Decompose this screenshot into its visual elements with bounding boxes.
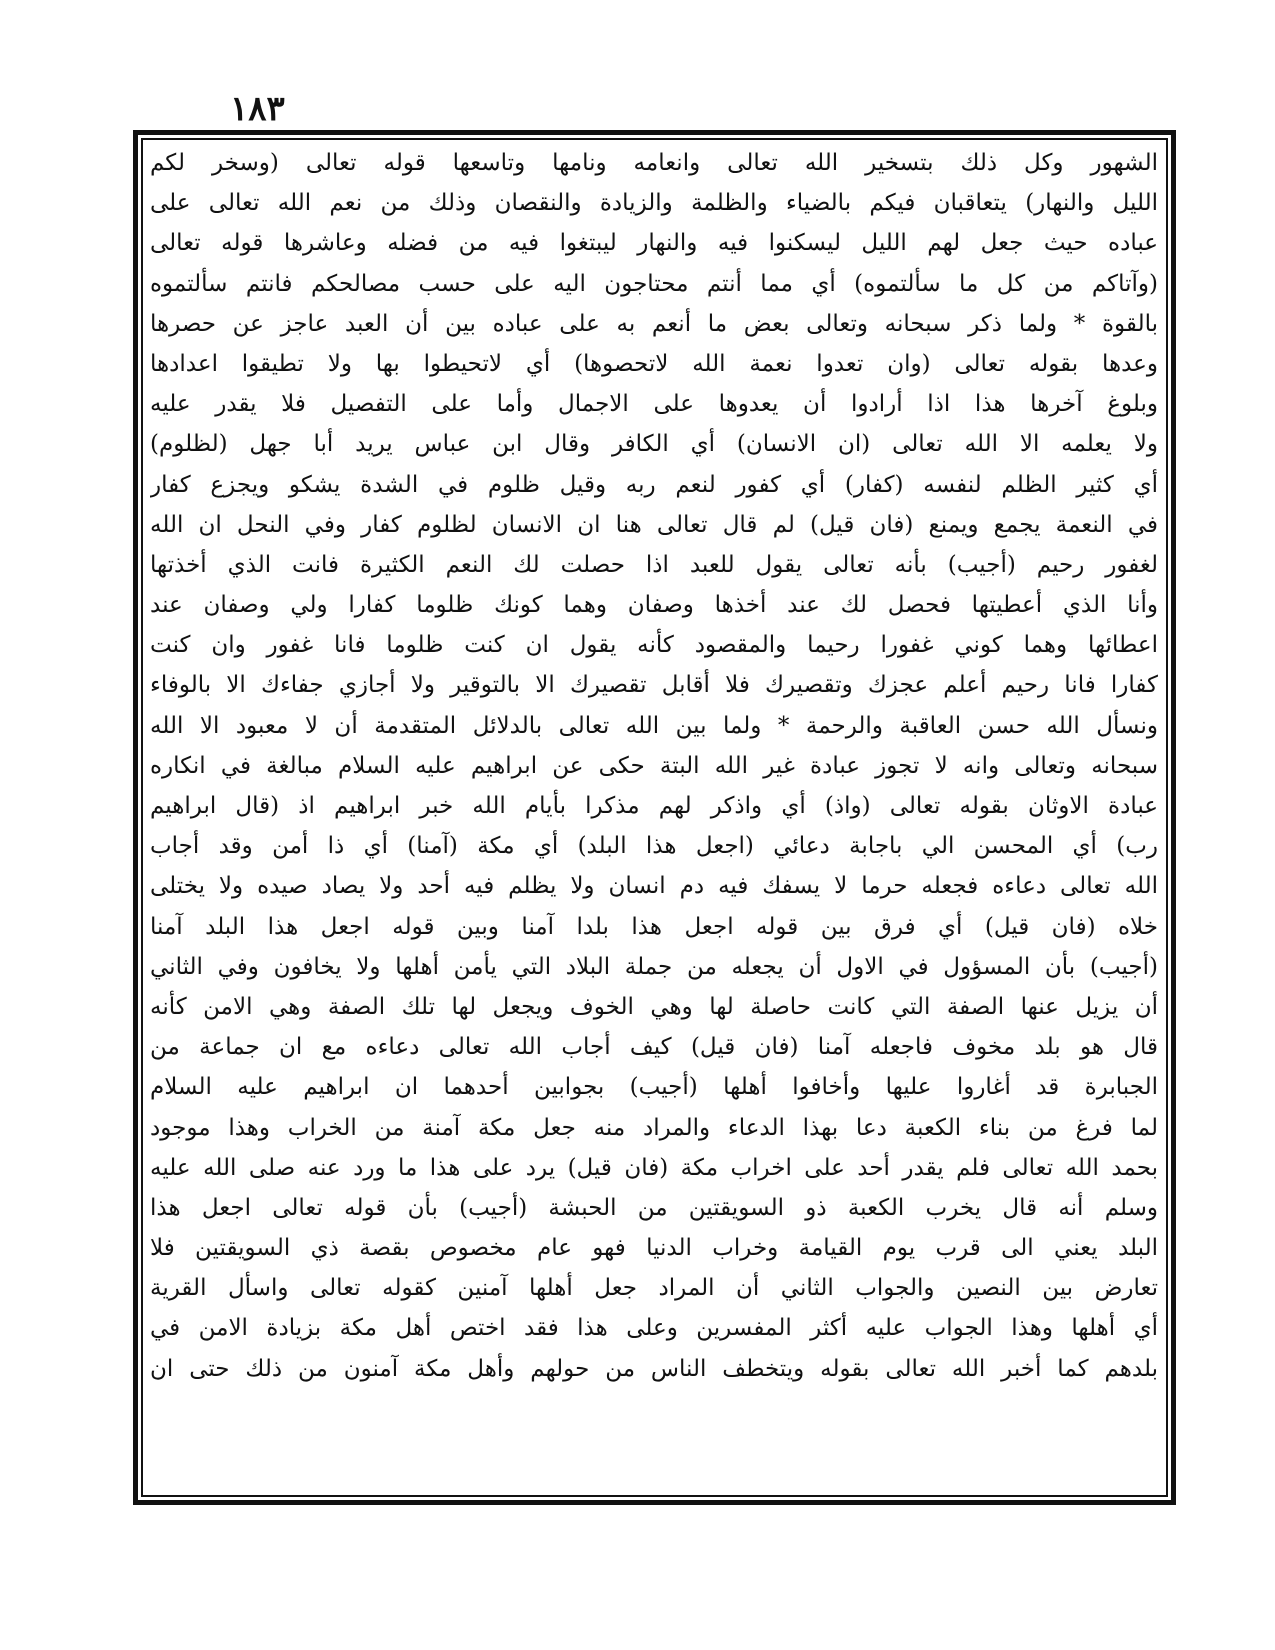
text-line: لغفور رحيم (أجيب) بأنه تعالى يقول للعبد اذا حصلت لك النعم الكثيرة فانت الذي أخذتها: [150, 551, 1158, 578]
text-line: الليل والنهار) يتعاقبان فيكم بالضياء والظلمة والزيادة والنقصان وذلك من نعم الله تعالى على: [150, 190, 1158, 217]
text-line: كفارا فانا رحيم أعلم عجزك وتقصيرك فلا أقابل تقصيرك الا بالتوقير ولا أجازي جفاءك الا بالوفاء: [150, 672, 1158, 699]
text-line: (وآتاكم من كل ما سألتموه) أي مما أنتم محتاجون اليه على حسب مصالحكم فانتم سألتموه: [150, 270, 1158, 297]
text-line: وسلم أنه قال يخرب الكعبة ذو السويقتين من الحبشة (أجيب) بأن قوله تعالى اجعل هذا: [150, 1194, 1158, 1221]
text-line: ولا يعلمه الا الله تعالى (ان الانسان) أي الكافر وقال ابن عباس يريد أبا جهل (لظلوم): [150, 431, 1158, 458]
text-line: وعدها بقوله تعالى (وان تعدوا نعمة الله لاتحصوها) أي لاتحيطوا بها ولا تطيقوا اعدادها: [150, 350, 1158, 377]
text-line: رب) أي المحسن الي باجابة دعائي (اجعل هذا البلد) أي مكة (آمنا) أي ذا أمن وقد أجاب: [150, 833, 1158, 860]
text-line: بالقوة * ولما ذكر سبحانه وتعالى بعض ما أنعم به على عباده بين أن العبد عاجز عن حصرها: [150, 310, 1158, 337]
text-line: وبلوغ آخرها هذا اذا أرادوا أن يعدوها على الاجمال وأما على التفصيل فلا يقدر عليه: [150, 391, 1158, 418]
text-line: في النعمة يجمع ويمنع (فان قيل) لم قال تعالى هنا ان الانسان لظلوم كفار وفي النحل ان الله: [150, 511, 1158, 538]
text-line: أي كثير الظلم لنفسه (كفار) أي كفور لنعم ربه وقيل ظلوم في الشدة يشكو ويجزع كفار: [150, 471, 1158, 498]
text-line: قال هو بلد مخوف فاجعله آمنا (فان قيل) كيف أجاب الله تعالى دعاءه مع ان جماعة من: [150, 1034, 1158, 1061]
text-line: خلاه (فان قيل) أي فرق بين قوله اجعل هذا بلدا آمنا وبين قوله اجعل هذا البلد آمنا: [150, 913, 1158, 940]
text-line: لما فرغ من بناء الكعبة دعا بهذا الدعاء والمراد منه جعل مكة آمنة من الخراب وهذا موجود: [150, 1114, 1158, 1141]
text-line: ونسأل الله حسن العاقبة والرحمة * ولما بين الله تعالى بالدلائل المتقدمة أن لا معبود الا الله: [150, 712, 1158, 739]
text-line: بحمد الله تعالى فلم يقدر أحد على اخراب مكة (فان قيل) يرد على هذا ما ورد عنه صلى الله عليه: [150, 1154, 1158, 1181]
text-body: [150, 143, 1158, 1493]
text-line: عبادة الاوثان بقوله تعالى (واذ) أي واذكر لهم مذكرا بأيام الله خبر ابراهيم اذ (قال ابراهيم: [150, 793, 1158, 819]
text-line: عباده حيث جعل لهم الليل ليسكنوا فيه والنهار ليبتغوا فيه من فضله وعاشرها قوله تعالى: [150, 230, 1158, 257]
text-line: (أجيب) بأن المسؤول في الاول أن يجعله من جملة البلاد التي يأمن أهلها ولا يخافون وفي الثاني: [150, 953, 1158, 980]
text-line: أن يزيل عنها الصفة التي كانت حاصلة لها وهي الخوف ويجعل لها تلك الصفة وهي الامن كأنه: [150, 993, 1158, 1020]
text-line: الله تعالى دعاءه فجعله حرما لا يسفك فيه دم انسان ولا يظلم فيه أحد ولا يصاد صيده ولا يختلى: [150, 873, 1158, 900]
text-line: البلد يعني الى قرب يوم القيامة وخراب الدنيا فهو عام مخصوص بقصة ذي السويقتين فلا: [150, 1235, 1158, 1262]
text-line: سبحانه وتعالى وانه لا تجوز عبادة غير الله البتة حكى عن ابراهيم عليه السلام مبالغة في انكاره: [150, 752, 1158, 779]
text-line: أي أهلها وهذا الجواب عليه أكثر المفسرين وعلى هذا فقد اختص أهل مكة بزيادة الامن في: [150, 1315, 1158, 1342]
text-line: الشهور وكل ذلك بتسخير الله تعالى وانعامه ونامها وتاسعها قوله تعالى (وسخر لكم: [150, 150, 1158, 176]
text-line: وأنا الذي أعطيتها فحصل لك عند أخذها وصفان وهما كونك ظلوما كفارا ولي وصفان عند: [150, 592, 1158, 619]
page-number: ١٨٣: [230, 89, 285, 129]
text-line: بلدهم كما أخبر الله تعالى بقوله ويتخطف الناس من حولهم وأهل مكة آمنون من ذلك حتى ان: [150, 1355, 1158, 1382]
text-line: اعطائها وهما كوني غفورا رحيما والمقصود كأنه يقول ان كنت ظلوما فانا غفور وان كنت: [150, 632, 1158, 659]
text-line: تعارض بين النصين والجواب الثاني أن المراد جعل أهلها آمنين كقوله تعالى واسأل القرية: [150, 1275, 1158, 1302]
text-line: الجبابرة قد أغاروا عليها وأخافوا أهلها (أجيب) بجوابين أحدهما ان ابراهيم عليه السلام: [150, 1074, 1158, 1101]
